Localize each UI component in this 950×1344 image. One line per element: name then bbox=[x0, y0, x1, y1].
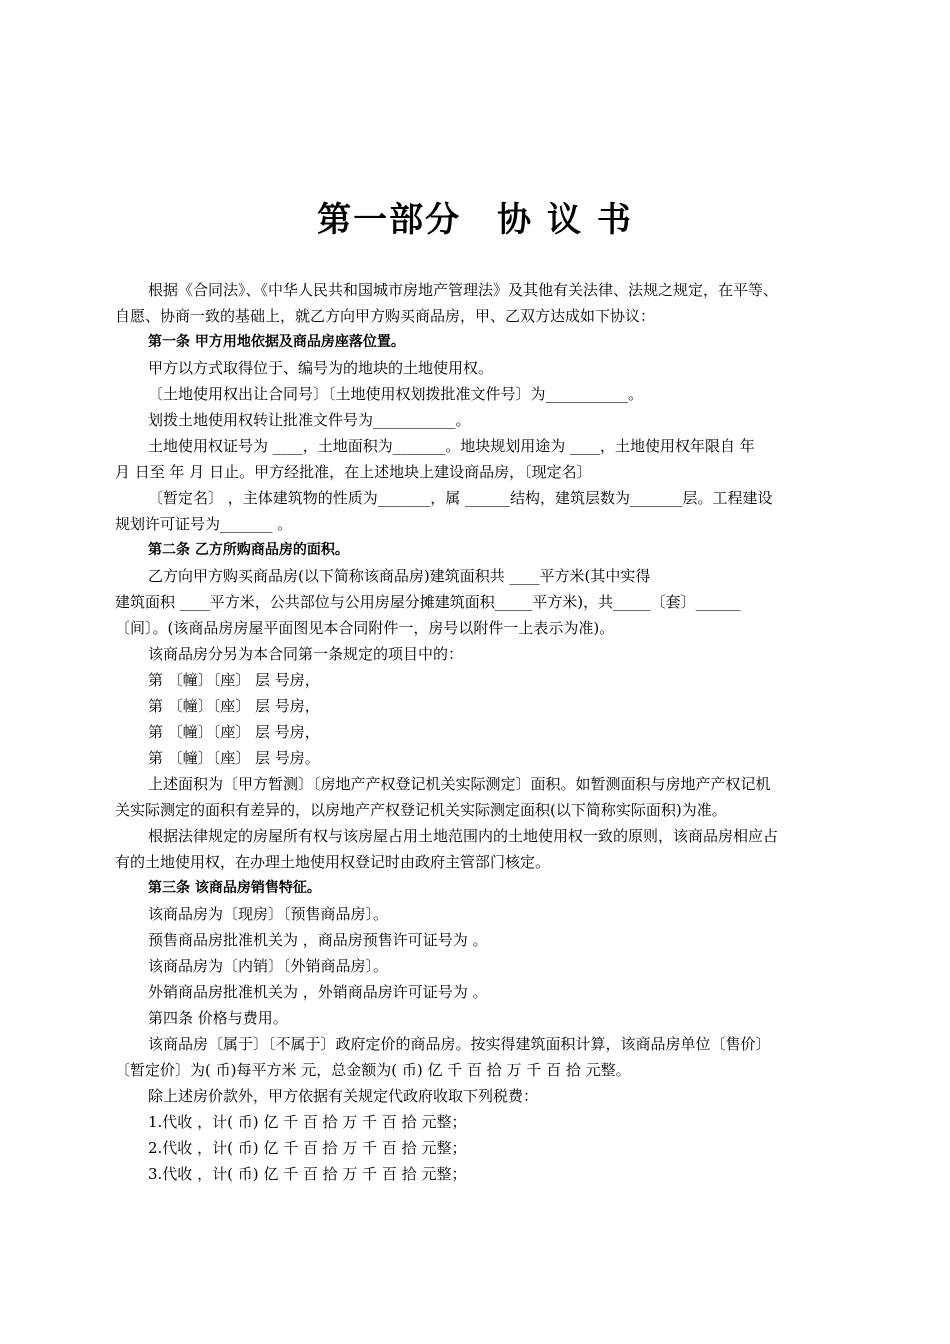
paragraph-line: 该商品房分另为本合同第一条规定的项目中的： bbox=[148, 645, 464, 663]
paragraph-line: 月 日至 年 月 日止。甲方经批准，在上述地块上建设商品房，〔现定名〕 bbox=[115, 463, 592, 481]
paragraph-line: 根据法律规定的房屋所有权与该房屋占用土地范围内的土地使用权一致的原则，该商品房相应占 bbox=[148, 827, 779, 845]
paragraph-line: 第 〔幢〕〔座〕 层 号房， bbox=[148, 723, 320, 741]
paragraph-line: 〔土地使用权出让合同号〕〔土地使用权划拨批准文件号〕为___________。 bbox=[148, 385, 644, 403]
fee-line: 2.代收 ，计( 币) 亿 千 百 拾 万 千 百 拾 元整； bbox=[148, 1139, 467, 1157]
paragraph-line: 除上述房价款外，甲方依据有关规定代政府收取下列税费： bbox=[148, 1087, 539, 1105]
paragraph-line: 上述面积为〔甲方暂测〕〔房地产产权登记机关实际测定〕面积。如暂测面积与房地产产权记机 bbox=[148, 775, 771, 793]
paragraph-line: 预售商品房批准机关为 ，商品房预售许可证号为 。 bbox=[148, 931, 488, 949]
paragraph-line: 划拨土地使用权转让批准文件号为___________。 bbox=[148, 411, 471, 429]
fee-line: 1.代收 ，计( 币) 亿 千 百 拾 万 千 百 拾 元整； bbox=[148, 1113, 467, 1131]
paragraph-line: 第 〔幢〕〔座〕 层 号房。 bbox=[148, 749, 320, 767]
paragraph-line: 该商品房为〔内销〕〔外销商品房〕。 bbox=[148, 957, 389, 975]
article-heading: 第三条 该商品房销售特征。 bbox=[148, 880, 321, 896]
paragraph-line: 〔暂定名〕 ，主体建筑物的性质为_______，属 ______结构，建筑层数为_______层。工程建设 bbox=[148, 489, 773, 507]
paragraph-line: 甲方以方式取得位于、编号为的地块的土地使用权。 bbox=[148, 359, 494, 377]
fee-line: 3.代收 ，计( 币) 亿 千 百 拾 万 千 百 拾 元整； bbox=[148, 1165, 467, 1183]
article-heading: 第二条 乙方所购商品房的面积。 bbox=[148, 542, 349, 558]
paragraph-line: 关实际测定的面积有差异的，以房地产产权登记机关实际测定面积(以下简称实际面积)为准。 bbox=[115, 801, 727, 819]
document-body bbox=[115, 277, 859, 1187]
paragraph-line: 有的土地使用权，在办理土地使用权登记时由政府主管部门核定。 bbox=[115, 853, 551, 871]
paragraph-line: 根据《合同法》、《中华人民共和国城市房地产管理法》及其他有关法律、法规之规定，在平等、 bbox=[148, 281, 779, 299]
paragraph-line: 第 〔幢〕〔座〕 层 号房， bbox=[148, 671, 320, 689]
paragraph-line: 〔暂定价〕为( 币)每平方米 元，总金额为( 币) 亿 千 百 拾 万 千 百 拾 元整。 bbox=[115, 1061, 631, 1079]
paragraph-line: 该商品房〔属于〕〔不属于〕政府定价的商品房。按实得建筑面积计算，该商品房单位〔售价〕 bbox=[148, 1035, 771, 1053]
paragraph-line: 土地使用权证号为 ____，土地面积为_______。地块规划用途为 ____，土地使用权年限自 年 bbox=[148, 437, 755, 455]
paragraph-line: 第 〔幢〕〔座〕 层 号房， bbox=[148, 697, 320, 715]
paragraph-line: 自愿、协商一致的基础上，就乙方向甲方购买商品房，甲、乙双方达成如下协议： bbox=[115, 307, 656, 325]
paragraph-line: 外销商品房批准机关为 ，外销商品房许可证号为 。 bbox=[148, 983, 488, 1001]
paragraph-line: 建筑面积 ____平方米，公共部位与公用房屋分摊建筑面积_____平方米)，共_____〔套〕______ bbox=[115, 593, 741, 611]
page-title: 第一部分 协 议 书 bbox=[317, 200, 633, 240]
paragraph-line: 〔间〕。(该商品房房屋平面图见本合同附件一，房号以附件一上表示为准)。 bbox=[115, 619, 615, 637]
article-heading: 第一条 甲方用地依据及商品房座落位置。 bbox=[148, 334, 405, 350]
paragraph-line: 该商品房为〔现房〕〔预售商品房〕。 bbox=[148, 905, 389, 923]
paragraph-line: 乙方向甲方购买商品房(以下简称该商品房)建筑面积共 ____平方米(其中实得 bbox=[148, 567, 651, 585]
article-heading-plain: 第四条 价格与费用。 bbox=[148, 1009, 288, 1027]
paragraph-line: 规划许可证号为_______ 。 bbox=[115, 515, 293, 533]
